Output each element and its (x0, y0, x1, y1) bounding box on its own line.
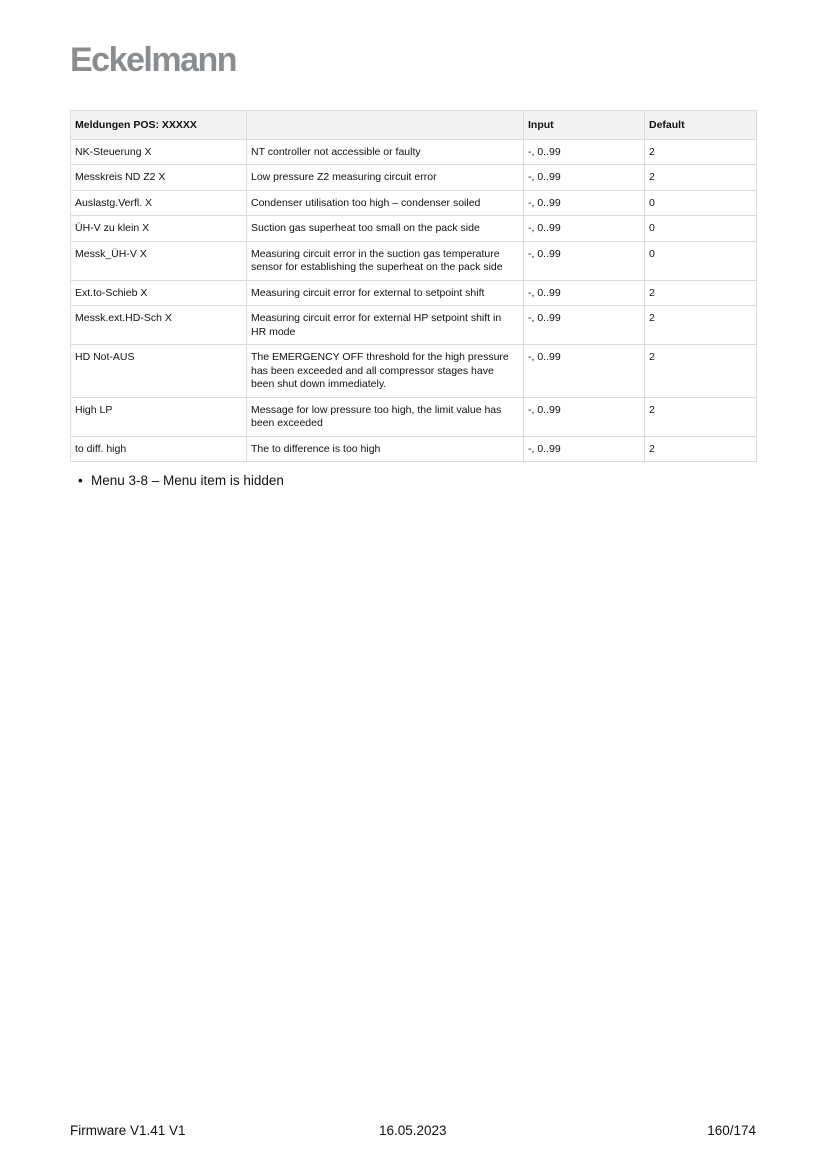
input-cell: -, 0..99 (524, 165, 645, 191)
message-name-cell: High LP (71, 397, 247, 436)
footer-date: 16.05.2023 (379, 1123, 447, 1138)
table-row (71, 216, 757, 242)
default-cell: 2 (645, 280, 757, 306)
description-cell: Low pressure Z2 measuring circuit error (247, 165, 524, 191)
table-header-row (71, 111, 757, 140)
input-cell: -, 0..99 (524, 436, 645, 462)
input-cell: -, 0..99 (524, 280, 645, 306)
description-cell: Measuring circuit error for external HP setpoint shift in HR mode (247, 306, 524, 345)
table-row (71, 397, 757, 436)
message-name-cell: Messk_ÜH-V X (71, 241, 247, 280)
column-header-default: Default (645, 111, 757, 140)
table-row (71, 436, 757, 462)
default-cell: 2 (645, 306, 757, 345)
default-cell: 2 (645, 139, 757, 165)
default-cell: 2 (645, 397, 757, 436)
table-row (71, 241, 757, 280)
default-cell: 0 (645, 190, 757, 216)
description-cell: NT controller not accessible or faulty (247, 139, 524, 165)
message-name-cell: Auslastg.Verfl. X (71, 190, 247, 216)
message-name-cell: to diff. high (71, 436, 247, 462)
input-cell: -, 0..99 (524, 241, 645, 280)
footer-firmware: Firmware V1.41 V1 (70, 1123, 186, 1138)
bullet-icon: • (78, 473, 83, 488)
description-cell: Measuring circuit error for external to setpoint shift (247, 280, 524, 306)
messages-table (70, 110, 757, 462)
message-name-cell: ÜH-V zu klein X (71, 216, 247, 242)
default-cell: 2 (645, 436, 757, 462)
menu-note-text: Menu 3-8 – Menu item is hidden (91, 473, 284, 488)
description-cell: Suction gas superheat too small on the pack side (247, 216, 524, 242)
description-cell: Measuring circuit error in the suction gas temperature sensor for establishing the superheat on the pack side (247, 241, 524, 280)
message-name-cell: NK-Steuerung X (71, 139, 247, 165)
input-cell: -, 0..99 (524, 306, 645, 345)
table-row (71, 280, 757, 306)
input-cell: -, 0..99 (524, 397, 645, 436)
default-cell: 2 (645, 345, 757, 398)
table-row (71, 306, 757, 345)
default-cell: 2 (645, 165, 757, 191)
message-name-cell: Messkreis ND Z2 X (71, 165, 247, 191)
column-header-messages: Meldungen POS: XXXXX (71, 111, 247, 140)
table-row (71, 190, 757, 216)
input-cell: -, 0..99 (524, 216, 645, 242)
message-name-cell: HD Not-AUS (71, 345, 247, 398)
table-row (71, 139, 757, 165)
description-cell: Message for low pressure too high, the limit value has been exceeded (247, 397, 524, 436)
table-row (71, 165, 757, 191)
input-cell: -, 0..99 (524, 139, 645, 165)
column-header-description (247, 111, 524, 140)
message-name-cell: Messk.ext.HD-Sch X (71, 306, 247, 345)
menu-note (78, 473, 284, 489)
description-cell: The EMERGENCY OFF threshold for the high pressure has been exceeded and all compressor stages have been shut down immediately. (247, 345, 524, 398)
default-cell: 0 (645, 216, 757, 242)
description-cell: Condenser utilisation too high – condenser soiled (247, 190, 524, 216)
table-row (71, 345, 757, 398)
message-name-cell: Ext.to-Schieb X (71, 280, 247, 306)
input-cell: -, 0..99 (524, 345, 645, 398)
column-header-input: Input (524, 111, 645, 140)
description-cell: The to difference is too high (247, 436, 524, 462)
footer-page-number: 160/174 (707, 1123, 756, 1138)
company-logo: Eckelmann (70, 41, 237, 79)
input-cell: -, 0..99 (524, 190, 645, 216)
default-cell: 0 (645, 241, 757, 280)
